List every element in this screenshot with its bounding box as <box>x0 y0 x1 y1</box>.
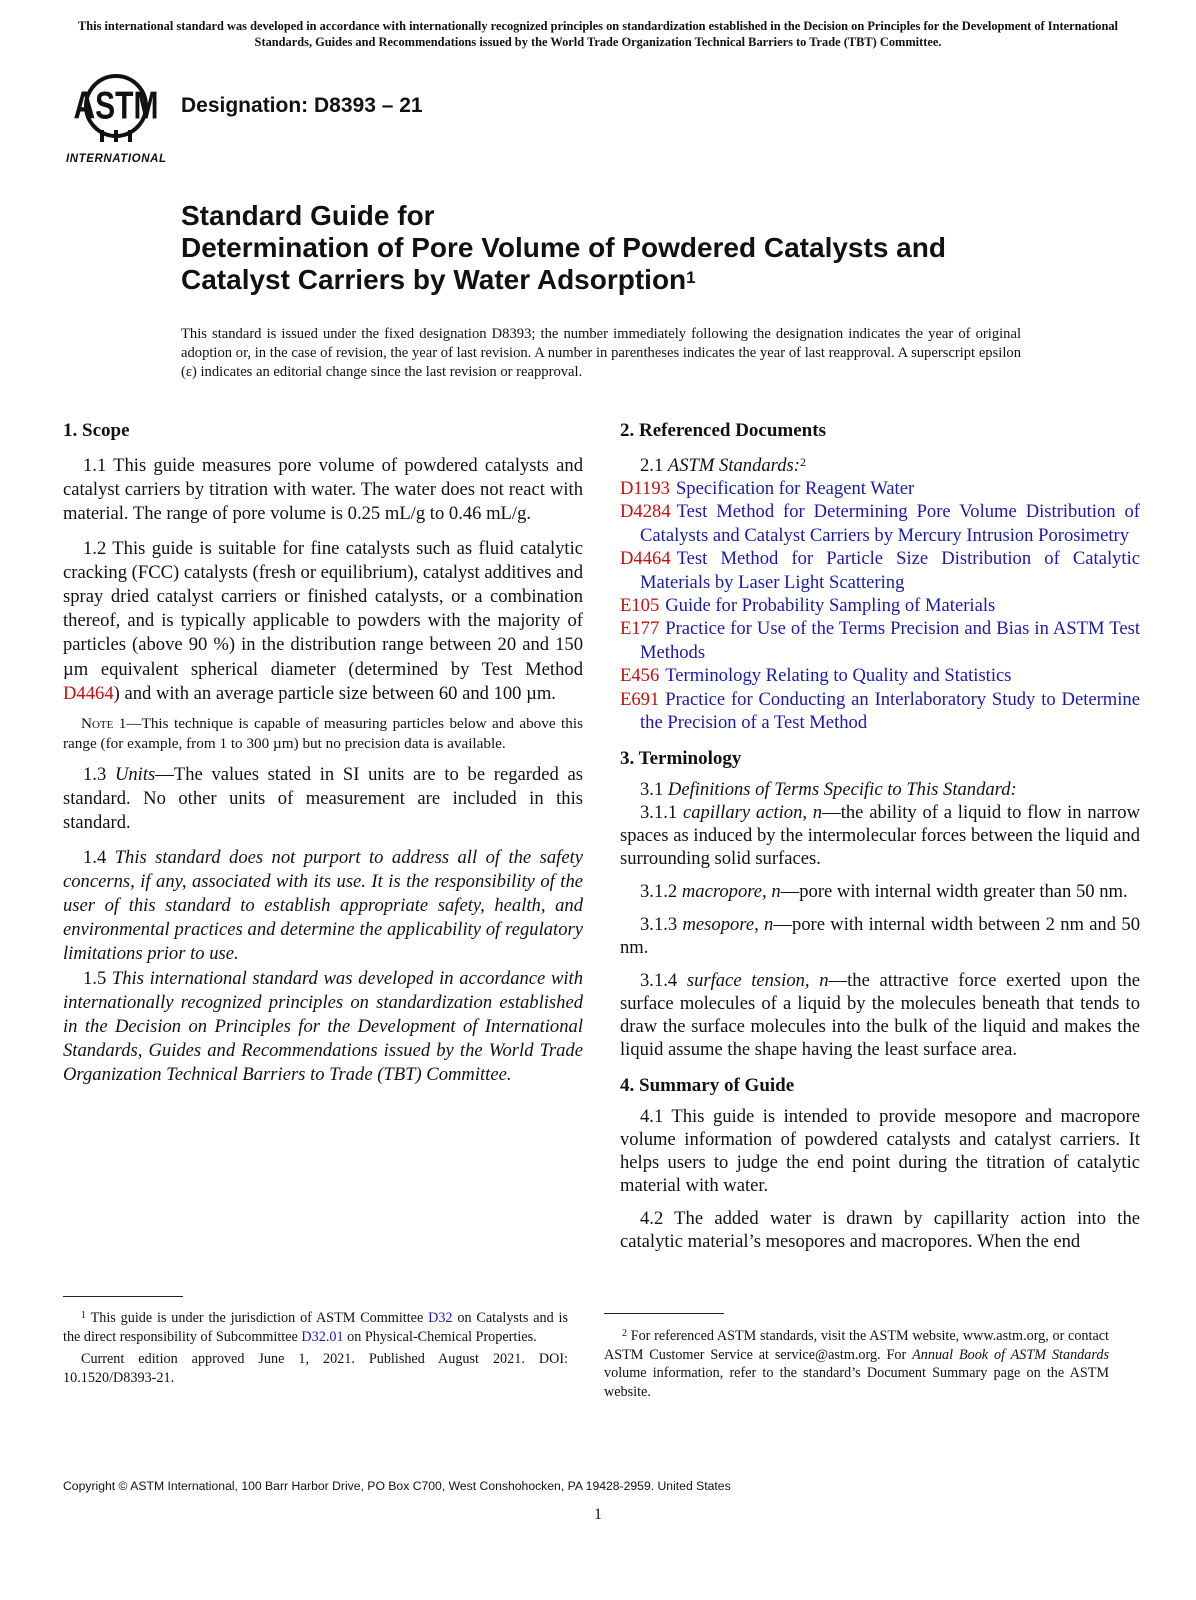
copyright-line: Copyright © ASTM International, 100 Barr Harbor Drive, PO Box C700, West Conshohocken, PA 19428-2959. United States <box>63 1479 731 1493</box>
def-num: 3.1.2 <box>640 881 682 903</box>
ref-item-e105[interactable] <box>620 594 1140 617</box>
footnote-2-mark: 2 <box>622 1328 627 1339</box>
footnote-rule-right <box>604 1313 724 1314</box>
ref-code[interactable]: D4464 <box>620 548 671 570</box>
referenced-heading: 2. Referenced Documents <box>620 420 826 441</box>
link-d32-01[interactable]: D32.01 <box>301 1328 344 1345</box>
link-d32[interactable]: D32 <box>428 1310 453 1326</box>
para-1-2-text: 1.2 This guide is suitable for fine catalysts such as fluid catalytic cracking (FCC) catalysts (fresh or equilibrium), catalyst additives and spray dried catalyst carriers or finished catalysts, or a combination thereof, and is typically applicable to powders with the majority of particles (above 90 %) in the distribution range between 20 and 150 µm equivalent spherical diameter (determined by Test Method <box>63 537 583 680</box>
para-1-4-num: 1.4 <box>83 846 115 868</box>
terminology-sub-title: Definitions of Terms Specific to This Standard: <box>667 779 1017 801</box>
def-num: 3.1.4 <box>640 970 687 992</box>
ref-code[interactable]: E691 <box>620 688 660 710</box>
terminology-sub-num: 3.1 <box>640 779 668 801</box>
footnote-1-mark: 1 <box>81 1310 86 1321</box>
document-title <box>181 200 1081 296</box>
def-num: 3.1.1 <box>640 802 683 824</box>
title-line-2: Determination of Pore Volume of Powdered Catalysts and <box>181 232 946 263</box>
note-label: Note 1 <box>81 715 127 733</box>
def-num: 3.1.3 <box>640 914 683 936</box>
def-term: macropore, n <box>681 881 781 903</box>
def-text: —pore with internal width between 2 nm and 50 nm. <box>620 914 1140 959</box>
summary-heading: 4. Summary of Guide <box>620 1075 795 1097</box>
issued-statement: This standard is issued under the fixed designation D8393; the number immediately following the designation indicates the year of original adoption or, in the case of revision, the year of last revision. A number in parentheses indicates the year of last reapproval. A superscript epsilon (ε) indicates an editorial change since the last revision or reapproval. <box>181 326 1021 380</box>
para-1-5 <box>63 967 583 1088</box>
ref-code[interactable]: D4284 <box>620 501 671 523</box>
link-d4464[interactable]: D4464 <box>63 682 114 704</box>
ref-title[interactable]: Terminology Relating to Quality and Statistics <box>665 665 1012 687</box>
def-term: capillary action, n <box>682 802 823 824</box>
designation: Designation: D8393 – 21 <box>181 94 423 117</box>
footnote-1-body <box>63 1309 568 1346</box>
footnote-1-edition: Current edition approved June 1, 2021. Published August 2021. DOI: 10.1520/D8393-21. <box>63 1351 568 1386</box>
def-macropore <box>620 880 1140 903</box>
para-1-4-text: This standard does not purport to address all of the safety concerns, if any, associated with its use. It is the responsibility of the user of this standard to establish appropriate safety, health, and environmental practices and determine the applicability of regulatory limitations prior to use. <box>63 846 583 965</box>
para-4-2: 4.2 The added water is drawn by capillarity action into the catalytic material’s mesopores and macropores. When the end <box>620 1208 1140 1253</box>
def-text: —the ability of a liquid to flow in narrow spaces as induced by the intermolecular forces between the liquid and surrounding solid surfaces. <box>620 802 1140 870</box>
svg-text:ASTM: ASTM <box>73 85 159 128</box>
def-term: mesopore, n <box>682 914 774 936</box>
footnote-2 <box>604 1327 1109 1401</box>
ref-item-d4464[interactable] <box>620 547 1140 594</box>
astm-standards-title: ASTM Standards: <box>667 455 800 476</box>
ref-title[interactable]: Guide for Probability Sampling of Materials <box>665 595 996 617</box>
footnote-2-text: volume information, refer to the standard’s Document Summary page on the ASTM website. <box>604 1365 1109 1400</box>
note-1 <box>63 714 583 753</box>
ref-title[interactable]: Test Method for Determining Pore Volume Distribution of Catalysts and Catalyst Carriers by Mercury Intrusion Porosimetry <box>640 501 1140 546</box>
para-1-1: 1.1 This guide measures pore volume of powdered catalysts and catalyst carriers by titration with water. The water does not react with material. The range of pore volume is 0.25 mL/g to 0.46 mL/g. <box>63 455 583 525</box>
para-1-2-end: ) and with an average particle size between 60 and 100 µm. <box>113 682 556 704</box>
para-1-5-num: 1.5 <box>83 967 112 989</box>
para-1-3-num: 1.3 <box>83 764 115 786</box>
left-column <box>63 420 583 1088</box>
ref-title[interactable]: Practice for Conducting an Interlaboratory Study to Determine the Precision of a Test Method <box>640 688 1140 734</box>
def-capillary-action <box>620 801 1140 870</box>
ref-code[interactable]: E456 <box>620 665 660 687</box>
def-text: —pore with internal width greater than 50 nm. <box>780 881 1128 903</box>
footnote-2-text: For referenced ASTM standards, visit the ASTM website, www.astm.org, or contact ASTM Customer Service at service@astm.org. For <box>604 1328 1109 1363</box>
ref-code[interactable]: E177 <box>620 618 660 640</box>
def-mesopore <box>620 913 1140 959</box>
title-line-3 <box>181 264 1081 296</box>
para-4-1: 4.1 This guide is intended to provide mesopore and macropore volume information of powdered catalysts and catalyst carriers. It helps users to judge the end point during the titration of catalytic material with water. <box>620 1106 1140 1197</box>
para-1-4 <box>63 846 583 967</box>
tbt-notice: This international standard was developed in accordance with internationally recognized principles on standardization established in the Decision on Principles for the Development of International Standards, Guides and Recommendations issued by the World Trade Organization Technical Barriers to Trade (TBT) Committee. <box>77 19 1119 49</box>
def-text: —the attractive force exerted upon the surface molecules of a liquid by the molecules beneath that tends to draw the surface molecules into the bulk of the liquid and makes the liquid assume the shape having the least surface area. <box>620 970 1140 1061</box>
footnote-1 <box>63 1309 568 1387</box>
para-1-3-term: Units <box>114 764 156 786</box>
svg-text:INTERNATIONAL: INTERNATIONAL <box>66 153 166 165</box>
ref-title[interactable]: Specification for Reagent Water <box>675 478 915 499</box>
para-1-3-text: —The values stated in SI units are to be regarded as standard. No other units of measurement are included in this standard. <box>63 764 584 834</box>
page-number: 1 <box>594 1506 602 1523</box>
ref-code[interactable]: D1193 <box>620 478 670 499</box>
ref-item-e691[interactable] <box>620 688 1140 735</box>
astm-standards-subheading <box>620 454 1140 477</box>
def-surface-tension <box>620 969 1140 1061</box>
right-column <box>620 420 1140 1253</box>
def-term: surface tension, n <box>686 970 829 992</box>
astm-logo <box>60 68 172 168</box>
footnote-1-text: on Physical-Chemical Properties. <box>343 1328 537 1345</box>
para-1-3 <box>63 763 583 836</box>
title-line-3-text: Catalyst Carriers by Water Adsorption <box>181 264 687 295</box>
footnote-1-text: This guide is under the jurisdiction of ASTM Committee <box>90 1310 429 1326</box>
footnote-rule-left <box>63 1296 183 1297</box>
para-1-2 <box>63 537 583 706</box>
ref-item-d4284[interactable] <box>620 500 1140 547</box>
scope-heading: 1. Scope <box>63 420 130 441</box>
ref-code[interactable]: E105 <box>620 595 660 617</box>
footnote-1-text: on Catalysts and is the direct responsibility of Subcommittee <box>63 1310 569 1345</box>
footnote-2-book-title: Annual Book of ASTM Standards <box>912 1346 1109 1363</box>
astm-standards-footnote-mark: 2 <box>799 455 806 469</box>
para-1-5-text: This international standard was developed in accordance with internationally recognized principles on standardization established in the Decision on Principles for the Development of International Standards, Guides and Recommendations issued by the World Trade Organization Technical Barriers to Trade (TBT) Committee. <box>63 967 584 1086</box>
title-footnote-mark: 1 <box>686 268 696 287</box>
title-line-1: Standard Guide for <box>181 200 435 231</box>
ref-title[interactable]: Practice for Use of the Terms Precision and Bias in ASTM Test Methods <box>640 618 1140 663</box>
ref-item-d1193[interactable] <box>620 477 1140 500</box>
ref-item-e456[interactable] <box>620 664 1140 687</box>
astm-standards-num: 2.1 <box>640 455 668 476</box>
ref-item-e177[interactable] <box>620 617 1140 664</box>
ref-title[interactable]: Test Method for Particle Size Distribution of Catalytic Materials by Laser Light Scattering <box>640 548 1140 593</box>
terminology-subheading <box>620 778 1140 801</box>
note-text: —This technique is capable of measuring particles below and above this range (for example, from 1 to 300 µm) but no precision data is available. <box>63 715 583 752</box>
terminology-heading: 3. Terminology <box>620 748 742 770</box>
